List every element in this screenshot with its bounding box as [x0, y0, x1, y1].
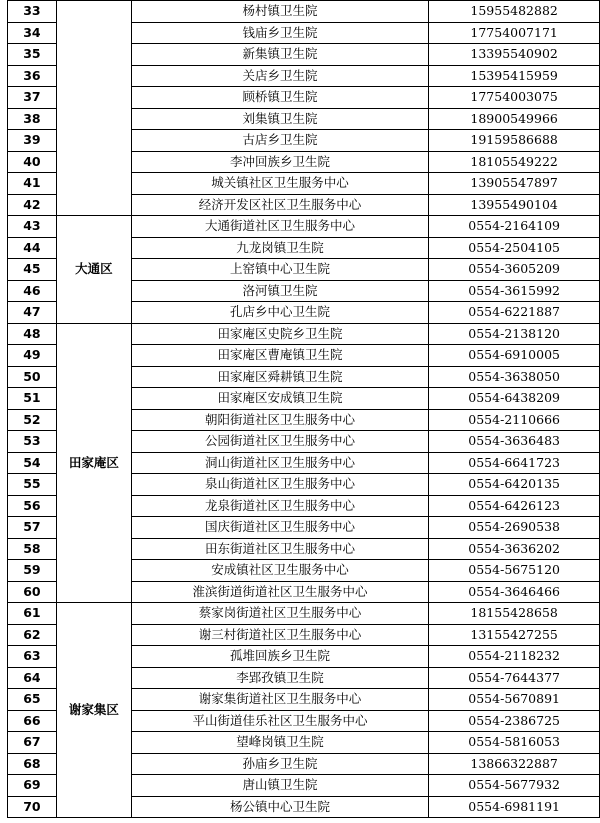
phone-number: 0554-2504105	[429, 237, 600, 259]
row-number: 55	[8, 474, 57, 496]
phone-number: 13905547897	[429, 173, 600, 195]
phone-number: 13955490104	[429, 194, 600, 216]
phone-number: 0554-6910005	[429, 345, 600, 367]
row-number: 59	[8, 560, 57, 582]
phone-number: 0554-2110666	[429, 409, 600, 431]
row-number: 43	[8, 216, 57, 238]
facility-name: 关店乡卫生院	[131, 65, 429, 87]
row-number: 60	[8, 581, 57, 603]
row-number: 38	[8, 108, 57, 130]
phone-number: 17754003075	[429, 87, 600, 109]
phone-number: 0554-3636483	[429, 431, 600, 453]
facility-name: 城关镇社区卫生服务中心	[131, 173, 429, 195]
phone-number: 0554-6981191	[429, 796, 600, 818]
health-center-table	[7, 0, 600, 818]
phone-number: 0554-6641723	[429, 452, 600, 474]
phone-number: 13155427255	[429, 624, 600, 646]
facility-name: 唐山镇卫生院	[131, 775, 429, 797]
district-cell	[56, 1, 131, 216]
phone-number: 19159586688	[429, 130, 600, 152]
phone-number: 0554-2118232	[429, 646, 600, 668]
phone-number: 0554-5677932	[429, 775, 600, 797]
phone-number: 18900549966	[429, 108, 600, 130]
phone-number: 0554-3638050	[429, 366, 600, 388]
facility-name: 钱庙乡卫生院	[131, 22, 429, 44]
row-number: 52	[8, 409, 57, 431]
table-body	[8, 1, 600, 818]
phone-number: 0554-3605209	[429, 259, 600, 281]
facility-name: 田东街道社区卫生服务中心	[131, 538, 429, 560]
district-cell: 谢家集区	[56, 603, 131, 818]
facility-name: 刘集镇卫生院	[131, 108, 429, 130]
row-number: 67	[8, 732, 57, 754]
facility-name: 田家庵区曹庵镇卫生院	[131, 345, 429, 367]
row-number: 68	[8, 753, 57, 775]
facility-name: 田家庵区安成镇卫生院	[131, 388, 429, 410]
row-number: 70	[8, 796, 57, 818]
facility-name: 淮滨街道街道社区卫生服务中心	[131, 581, 429, 603]
row-number: 62	[8, 624, 57, 646]
phone-number: 0554-6438209	[429, 388, 600, 410]
facility-name: 孙庙乡卫生院	[131, 753, 429, 775]
phone-number: 0554-3615992	[429, 280, 600, 302]
phone-number: 13866322887	[429, 753, 600, 775]
table-row	[8, 603, 600, 625]
phone-number: 0554-5816053	[429, 732, 600, 754]
phone-number: 0554-2138120	[429, 323, 600, 345]
phone-number: 0554-5670891	[429, 689, 600, 711]
phone-number: 0554-2690538	[429, 517, 600, 539]
phone-number: 15955482882	[429, 1, 600, 23]
row-number: 54	[8, 452, 57, 474]
row-number: 40	[8, 151, 57, 173]
row-number: 64	[8, 667, 57, 689]
phone-number: 0554-6426123	[429, 495, 600, 517]
facility-name: 朝阳街道社区卫生服务中心	[131, 409, 429, 431]
phone-number: 0554-2386725	[429, 710, 600, 732]
phone-number: 0554-5675120	[429, 560, 600, 582]
phone-number: 0554-3646466	[429, 581, 600, 603]
row-number: 37	[8, 87, 57, 109]
district-cell: 田家庵区	[56, 323, 131, 603]
facility-name: 公园街道社区卫生服务中心	[131, 431, 429, 453]
phone-number: 15395415959	[429, 65, 600, 87]
phone-number: 0554-6221887	[429, 302, 600, 324]
facility-name: 田家庵区舜耕镇卫生院	[131, 366, 429, 388]
facility-name: 大通街道社区卫生服务中心	[131, 216, 429, 238]
phone-number: 18105549222	[429, 151, 600, 173]
facility-name: 洛河镇卫生院	[131, 280, 429, 302]
phone-number: 13395540902	[429, 44, 600, 66]
row-number: 53	[8, 431, 57, 453]
facility-name: 杨公镇中心卫生院	[131, 796, 429, 818]
facility-name: 孔店乡中心卫生院	[131, 302, 429, 324]
row-number: 44	[8, 237, 57, 259]
row-number: 61	[8, 603, 57, 625]
row-number: 35	[8, 44, 57, 66]
table-row	[8, 1, 600, 23]
row-number: 58	[8, 538, 57, 560]
district-cell: 大通区	[56, 216, 131, 324]
facility-name: 洞山街道社区卫生服务中心	[131, 452, 429, 474]
facility-name: 古店乡卫生院	[131, 130, 429, 152]
row-number: 49	[8, 345, 57, 367]
facility-name: 望峰岗镇卫生院	[131, 732, 429, 754]
facility-name: 李冲回族乡卫生院	[131, 151, 429, 173]
facility-name: 上窑镇中心卫生院	[131, 259, 429, 281]
row-number: 41	[8, 173, 57, 195]
facility-name: 龙泉街道社区卫生服务中心	[131, 495, 429, 517]
phone-number: 0554-6420135	[429, 474, 600, 496]
phone-number: 0554-2164109	[429, 216, 600, 238]
facility-name: 蔡家岗街道社区卫生服务中心	[131, 603, 429, 625]
facility-name: 国庆街道社区卫生服务中心	[131, 517, 429, 539]
row-number: 45	[8, 259, 57, 281]
facility-name: 谢家集街道社区卫生服务中心	[131, 689, 429, 711]
facility-name: 九龙岗镇卫生院	[131, 237, 429, 259]
facility-name: 田家庵区史院乡卫生院	[131, 323, 429, 345]
row-number: 56	[8, 495, 57, 517]
row-number: 36	[8, 65, 57, 87]
facility-name: 谢三村街道社区卫生服务中心	[131, 624, 429, 646]
table-row	[8, 323, 600, 345]
row-number: 47	[8, 302, 57, 324]
row-number: 50	[8, 366, 57, 388]
row-number: 42	[8, 194, 57, 216]
facility-name: 经济开发区社区卫生服务中心	[131, 194, 429, 216]
row-number: 48	[8, 323, 57, 345]
facility-name: 孤堆回族乡卫生院	[131, 646, 429, 668]
facility-name: 新集镇卫生院	[131, 44, 429, 66]
phone-number: 17754007171	[429, 22, 600, 44]
row-number: 51	[8, 388, 57, 410]
facility-name: 李郢孜镇卫生院	[131, 667, 429, 689]
phone-number: 0554-3636202	[429, 538, 600, 560]
facility-name: 平山街道佳乐社区卫生服务中心	[131, 710, 429, 732]
row-number: 65	[8, 689, 57, 711]
facility-name: 泉山街道社区卫生服务中心	[131, 474, 429, 496]
row-number: 66	[8, 710, 57, 732]
row-number: 34	[8, 22, 57, 44]
row-number: 39	[8, 130, 57, 152]
phone-number: 18155428658	[429, 603, 600, 625]
row-number: 46	[8, 280, 57, 302]
table-row	[8, 216, 600, 238]
row-number: 63	[8, 646, 57, 668]
phone-number: 0554-7644377	[429, 667, 600, 689]
row-number: 69	[8, 775, 57, 797]
row-number: 33	[8, 1, 57, 23]
facility-name: 顾桥镇卫生院	[131, 87, 429, 109]
facility-name: 杨村镇卫生院	[131, 1, 429, 23]
row-number: 57	[8, 517, 57, 539]
facility-name: 安成镇社区卫生服务中心	[131, 560, 429, 582]
